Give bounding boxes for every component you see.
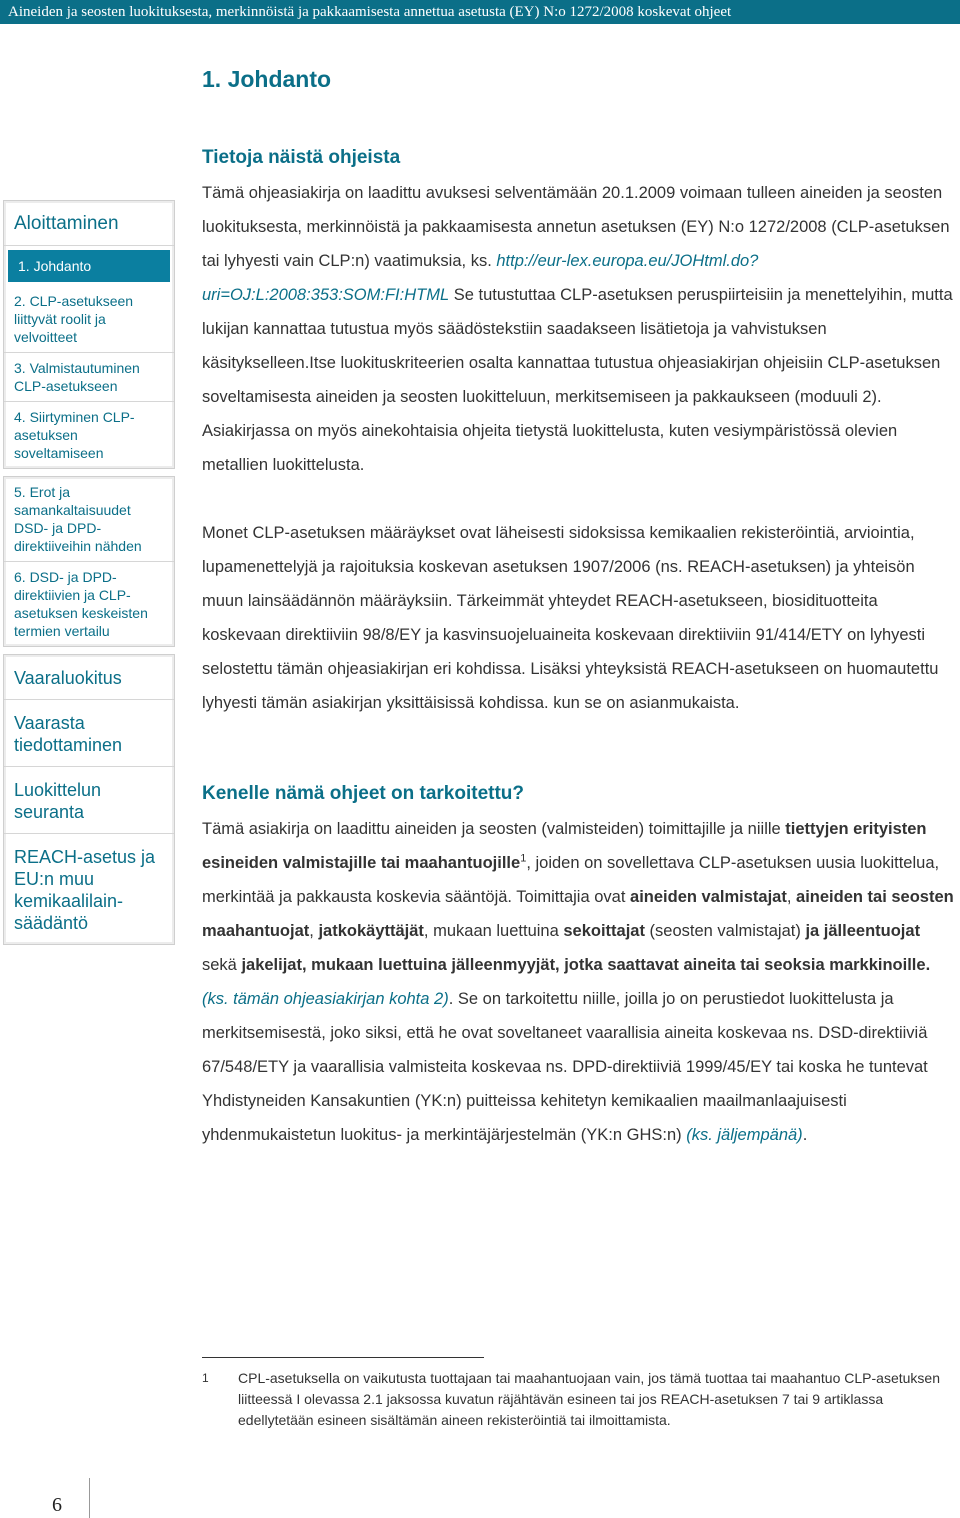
page-number-divider (89, 1478, 90, 1518)
footnote-number: 1 (202, 1371, 209, 1385)
bold-run: ja jälleentuojat (805, 922, 921, 940)
nav-group-topics (3, 654, 175, 945)
paragraph-audience (202, 812, 954, 1152)
footnote-text: CPL-asetuksella on vaikutusta tuottajaan tai maahantuojaan vain, jos tämä tuottaa tai maahantuo CLP-asetuksen liitteessä I olevassa 2.1 jaksossa kuvatun räjähtävän esineen tai jos REACH-asetuksen 7 tai 9 artiklassa edellytetään esineen sisältämän aineen rekisteröintiä tai ilmoittamista. (238, 1370, 940, 1428)
document-header: Aineiden ja seosten luokituksesta, merkinnöistä ja pakkaamisesta annettua asetusta (EY) N:o 1272/2008 koskevat ohjeet (0, 0, 960, 24)
footnote (202, 1368, 942, 1431)
nav-group-comparison (3, 476, 175, 647)
main-content (202, 140, 954, 1152)
bold-run: tiettyjen erityisten esineiden valmistajille tai maahantuojille (202, 820, 927, 872)
text-run: Tämä ohjeasiakirja on laadittu avuksesi selventämään 20.1.2009 voimaan tulleen aineiden ja seosten luokituksesta, merkinnöistä ja pakkaamisesta annetun asetuksen (EY) N:o 1272/2008 (CLP-asetuksen tai lyhyesti vain CLP:n) vaatimuksia, ks. (202, 184, 950, 270)
text-run: , mukaan luettuina (423, 922, 564, 940)
section-heading-about: Tietoja näistä ohjeista (202, 147, 401, 168)
nav-item-termit[interactable]: 6. DSD- ja DPD-direktiivien ja CLP-asetuksen keskeisten termien vertailu (14, 569, 148, 639)
bold-run: aineiden tai seosten maahantuojat (202, 888, 954, 940)
text-run: Se tutustuttaa CLP-asetuksen peruspiirteisiin ja menettelyihin, mutta lukijan kannattaa tutustua myös säädöstekstiin saadakseen lisätietoja ja vahvistuksen käsitykselleen.Itse luokituskriteerien osalta kannattaa tutustua ohjeasiakirjan ohjeisiin CLP-asetuksen soveltamisesta aineiden ja seosten luokitteluun, merkitsemiseen ja pakkaukseen (moduuli 2). Asiakirjassa on myös ainekohtaisia ohjeita tietystä luokittelusta, kuten vesiympäristössä olevien metallien luokittelusta. (202, 286, 953, 474)
text-run: sekä (202, 956, 242, 974)
footnote-divider (202, 1357, 484, 1358)
sidebar-nav (3, 200, 175, 952)
nav-item-johdanto[interactable]: 1. Johdanto (8, 250, 170, 282)
text-run: . Se on tarkoitettu niille, joilla jo on perustiedot luokittelusta ja merkitsemisestä, joko siksi, että he ovat soveltaneet vaarallisia aineita koskevaa ns. DSD-direktiiviä 67/548/ETY ja vaarallisia valmisteita koskevaa ns. DPD-direktiiviä 1999/45/EY tai koska he tuntevat Yhdistyneiden Kansakuntien (YK:n) puitteissa kehitetyn kemikaalien maailmanlaajuisesti yhdenmukaistetun luokitus- ja merkintäjärjestelmän (YK:n GHS:n) (202, 990, 928, 1144)
nav-item-erot[interactable]: 5. Erot ja samankaltaisuudet DSD- ja DPD-direktiiveihin nähden (4, 477, 174, 562)
bold-run: jakelijat, mukaan luettuina jälleenmyyjät, jotka saattavat aineita tai seoksia markkinoille. (241, 956, 931, 974)
cross-reference[interactable]: (ks. jäljempänä) (686, 1126, 803, 1144)
nav-item-reach[interactable]: REACH-asetus ja EU:n muu kemikaalilain-säädäntö (14, 847, 156, 933)
nav-item-luokittelun-seuranta[interactable]: Luokittelun seuranta (4, 767, 174, 834)
footnote-ref[interactable]: 1 (520, 852, 527, 865)
nav-item-vaarasta-tiedottaminen[interactable]: Vaarasta tiedottaminen (4, 700, 174, 767)
nav-group-intro (3, 200, 175, 469)
eur-lex-link[interactable]: http://eur-lex.europa.eu/JOHtml.do?uri=OJ:L:2008:353:SOM:FI:HTML (202, 252, 759, 304)
nav-item-vaaraluokitus[interactable]: Vaaraluokitus (4, 655, 174, 700)
cross-reference[interactable]: (ks. tämän ohjeasiakirjan kohta 2) (202, 990, 449, 1008)
bold-run: aineiden valmistajat (630, 888, 787, 906)
text-run: (seosten valmistajat) (644, 922, 806, 940)
text-run: , joiden on sovellettava CLP-asetuksen uusia luokittelua, merkintää ja pakkausta koskevia sääntöjä. Toimittajia ovat (202, 854, 940, 906)
nav-item-siirtyminen[interactable]: 4. Siirtyminen CLP-asetuksen soveltamiseen (14, 409, 135, 461)
bold-run: jatkokäyttäjät (318, 922, 424, 940)
text-run: Tämä asiakirja on laadittu aineiden ja seosten (valmisteiden) toimittajille ja niille (202, 820, 786, 838)
text-run: . (802, 1126, 808, 1144)
text-run: , (786, 888, 797, 906)
bold-run: sekoittajat (563, 922, 645, 940)
nav-item-valmistautuminen[interactable]: 3. Valmistautuminen CLP-asetukseen (4, 353, 174, 402)
chapter-title: 1. Johdanto (202, 66, 332, 92)
paragraph-reach: Monet CLP-asetuksen määräykset ovat läheisesti sidoksissa kemikaalien rekisteröintiä, arviointia, lupamenettelyjä ja rajoituksia koskevan asetuksen 1907/2006 (ns. REACH-asetuksen) ja yhteisön muun lainsäädännön määräyksiin. Tärkeimmät yhteydet REACH-asetukseen, biosidituotteita koskevaan direktiiviin 98/8/EY ja kasvinsuojeluaineita koskevaan direktiiviin 91/414/ETY on lyhyesti selostettu tämän ohjeasiakirjan eri kohdissa. Lisäksi yhteyksistä REACH-asetukseen on huomautettu lyhyesti tämän asiakirjan yksittäisissä kohdissa. kun se on asianmukaista. (202, 524, 939, 712)
nav-item-roolit[interactable]: 2. CLP-asetukseen liittyvät roolit ja velvoitteet (4, 286, 174, 353)
section-heading-audience: Kenelle nämä ohjeet on tarkoitettu? (202, 783, 524, 804)
page-number: 6 (52, 1494, 62, 1516)
nav-item-aloittaminen[interactable]: Aloittaminen (4, 201, 174, 246)
text-run: , (309, 922, 319, 940)
paragraph-about (202, 176, 954, 482)
